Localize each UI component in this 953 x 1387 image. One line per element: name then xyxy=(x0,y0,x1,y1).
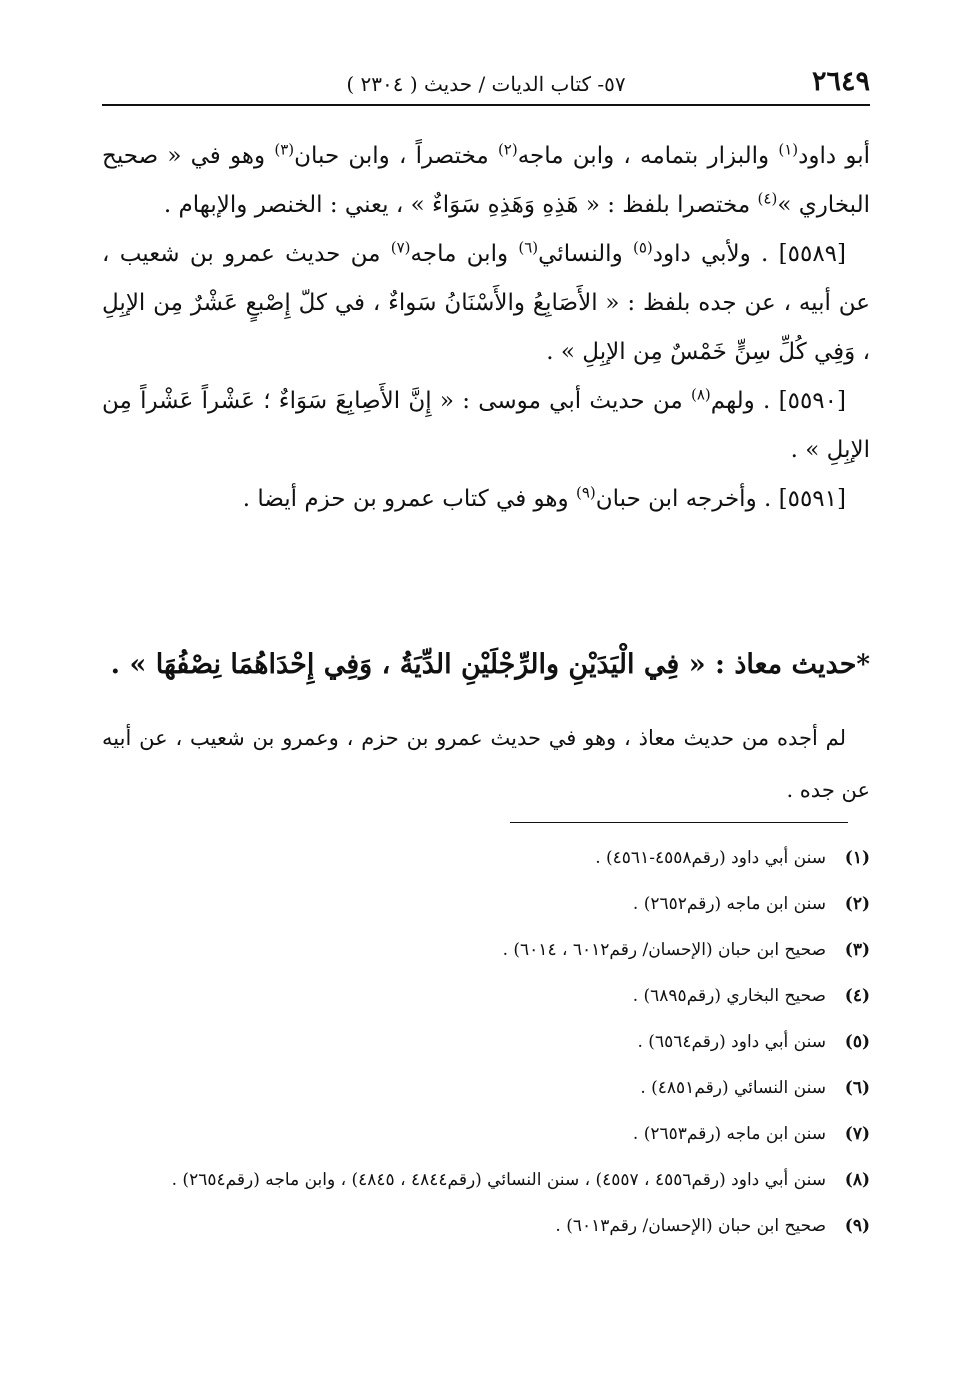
footnote-ref-1[interactable]: (١) xyxy=(778,140,799,159)
paragraph-5589 xyxy=(102,230,870,377)
section-heading-text: حديث معاذ : « فِي الْيَدَيْنِ والرِّجْلَيْنِ الدِّيَةُ ، وَفِي إِحْدَاهُمَا نِصْفُهَا » . xyxy=(110,649,857,680)
text-run: وابن ماجه xyxy=(410,241,519,267)
text-run: وهو في كتاب عمرو بن حزم أيضا . xyxy=(242,486,576,512)
header-title: ٥٧- كتاب الديات / حديث ( ٢٣٠٤ ) xyxy=(346,72,626,96)
footnote-item xyxy=(102,1072,870,1104)
page-number: ٢٦٤٩ xyxy=(811,66,870,97)
footnote-ref-9[interactable]: (٩) xyxy=(575,483,596,502)
text-run: [٥٥٨٩] . ولأبي داود xyxy=(652,241,847,267)
main-text xyxy=(102,132,870,524)
footnote-text: صحيح البخاري (رقم٦٨٩٥) . xyxy=(632,986,826,1006)
footnote-number: (٣) xyxy=(844,940,870,960)
footnote-item xyxy=(102,980,870,1012)
footnote-number: (٢) xyxy=(844,894,870,914)
footnote-ref-3[interactable]: (٣) xyxy=(274,140,295,159)
footnote-number: (٧) xyxy=(844,1124,870,1144)
text-run: [٥٥٩١] . وأخرجه ابن حبان xyxy=(595,486,846,512)
footnote-item xyxy=(102,1210,870,1242)
running-header xyxy=(102,62,870,102)
section-body xyxy=(102,712,870,816)
footnote-ref-5[interactable]: (٥) xyxy=(632,238,653,257)
footnote-number: (٦) xyxy=(844,1078,870,1098)
footnote-text: سنن أبي داود (رقم٤٥٥٨-٤٥٦١) . xyxy=(595,848,826,868)
footnote-ref-7[interactable]: (٧) xyxy=(390,238,411,257)
footnote-item xyxy=(102,888,870,920)
footnote-number: (٥) xyxy=(844,1032,870,1052)
footnote-item xyxy=(102,1164,870,1196)
text-run: مختصراً ، وابن حبان xyxy=(294,143,498,169)
footnote-item xyxy=(102,842,870,874)
text-run: أبو داود xyxy=(798,143,870,169)
text-run: [٥٥٩٠] . ولهم xyxy=(710,388,846,414)
footnote-text: سنن ابن ماجه (رقم٢٦٥٣) . xyxy=(632,1124,826,1144)
footnote-number: (٨) xyxy=(844,1170,870,1190)
paragraph-1 xyxy=(102,132,870,230)
star-icon: * xyxy=(856,650,870,680)
footnote-number: (١) xyxy=(844,848,870,868)
footnote-rule xyxy=(510,822,848,823)
text-run: مختصرا بلفظ : « هَذِهِ وَهَذِهِ سَوَاءٌ » ، يعني : الخنصر والإبهام . xyxy=(163,192,758,218)
footnote-number: (٤) xyxy=(844,986,870,1006)
footnote-ref-8[interactable]: (٨) xyxy=(690,385,711,404)
footnote-text: سنن ابن ماجه (رقم٢٦٥٢) . xyxy=(632,894,826,914)
footnote-text: صحيح ابن حبان (الإحسان/ رقم٦٠١٢ ، ٦٠١٤) . xyxy=(502,940,826,960)
header-rule xyxy=(102,104,870,106)
footnote-ref-4[interactable]: (٤) xyxy=(757,189,778,208)
footnote-text: سنن النسائي (رقم٤٨٥١) . xyxy=(640,1078,826,1098)
footnote-ref-2[interactable]: (٢) xyxy=(497,140,518,159)
footnote-number: (٩) xyxy=(844,1216,870,1236)
text-run: والبزار بتمامه ، وابن ماجه xyxy=(517,143,779,169)
text-run: من حديث عمرو بن شعيب ، عن أبيه ، عن جده بلفظ : « الأَصَابِعُ والأَسْنَانُ سَواءٌ ، في كلّ إِصْبعٍ عَشْرٌ مِن الإبِلِ ، وَفِي كُلِّ سِنٍّ خَمْسٌ مِن الإبِلِ » . xyxy=(102,241,870,365)
text-run: من حديث أبي موسى : « إِنَّ الأَصِابِعَ سَوَاءٌ ؛ عَشْراً عَشْراً مِن الإبِلِ » . xyxy=(102,388,870,463)
footnote-text: سنن أبي داود (رقم٤٥٥٦ ، ٤٥٥٧) ، سنن النسائي (رقم٤٨٤٤ ، ٤٨٤٥) ، وابن ماجه (رقم٢٦٥٤) . xyxy=(171,1170,826,1190)
footnote-item xyxy=(102,1026,870,1058)
text-run: وهو في « صحيح البخاري » xyxy=(102,143,870,218)
paragraph-5591 xyxy=(102,475,870,524)
paragraph-5590 xyxy=(102,377,870,475)
footnote-item xyxy=(102,934,870,966)
footnote-text: سنن أبي داود (رقم٦٥٦٤) . xyxy=(637,1032,826,1052)
text-run: والنسائي xyxy=(538,241,633,267)
section-paragraph: لم أجده من حديث معاذ ، وهو في حديث عمرو بن حزم ، وعمرو بن شعيب ، عن أبيه عن جده . xyxy=(102,726,870,802)
footnote-text: صحيح ابن حبان (الإحسان/ رقم٦٠١٣) . xyxy=(555,1216,826,1236)
footnotes-list xyxy=(102,842,870,1256)
section-heading xyxy=(102,640,870,690)
footnote-ref-6[interactable]: (٦) xyxy=(518,238,539,257)
footnote-item xyxy=(102,1118,870,1150)
